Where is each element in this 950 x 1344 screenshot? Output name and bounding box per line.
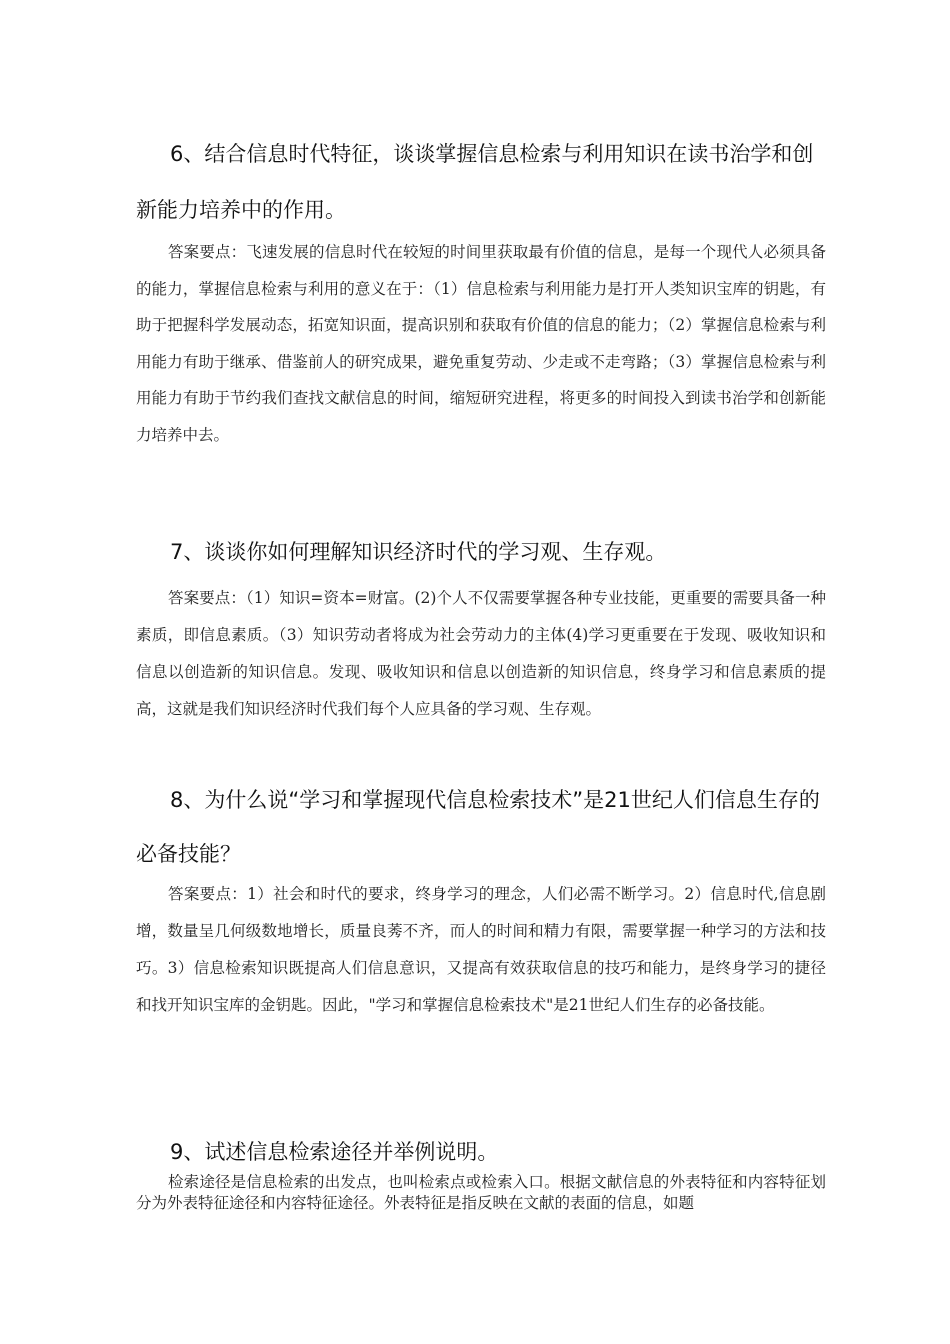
answer-paragraph: 答案要点：（1）知识=资本=财富。(2)个人不仅需要掌握各种专业技能，更重要的需要具备一种素质，即信息素质。（3）知识劳动者将成为社会劳动力的主体(4)学习更重要在于发现、吸收知识和信息以创造新的知识信息。发现、吸收知识和信息以创造新的知识信息，终身学习和信息素质的提高，这就是我们知识经济时代我们每个人应具备的学习观、生存观。 [136, 589, 826, 718]
question-8-answer [136, 876, 826, 1024]
answer-paragraph: 答案要点：1）社会和时代的要求，终身学习的理念，人们必需不断学习。2）信息时代,信息剧增，数量呈几何级数地增长，质量良莠不齐，而人的时间和精力有限，需要掌握一种学习的方法和技巧。3）信息检索知识既提高人们信息意识，又提高有效获取信息的技巧和能力，是终身学习的捷径和找开知识宝库的金钥匙。因此，"学习和掌握信息检索技术"是21世纪人们生存的必备技能。 [136, 885, 826, 1014]
question-6-title: 6、结合信息时代特征，谈谈掌握信息检索与利用知识在读书治学和创新能力培养中的作用。 [136, 142, 814, 222]
question-9-answer [136, 1172, 826, 1214]
answer-paragraph: 检索途径是信息检索的出发点，也叫检索点或检索入口。根据文献信息的外表特征和内容特征划分为外表特征途径和内容特征途径。外表特征是指反映在文献的表面的信息，如题 [136, 1173, 826, 1212]
question-8-title: 8、为什么说“学习和掌握现代信息检索技术”是21世纪人们信息生存的必备技能？ [136, 788, 820, 866]
question-7-title: 7、谈谈你如何理解知识经济时代的学习观、生存观。 [170, 540, 667, 564]
answer-paragraph: 答案要点：飞速发展的信息时代在较短的时间里获取最有价值的信息，是每一个现代人必须具备的能力，掌握信息检索与利用的意义在于：（1）信息检索与利用能力是打开人类知识宝库的钥匙，有助于把握科学发展动态，拓宽知识面，提高识别和获取有价值的信息的能力；（2）掌握信息检索与利用能力有助于继承、借鉴前人的研究成果，避免重复劳动、少走或不走弯路；（3）掌握信息检索与利用能力有助于节约我们查找文献信息的时间，缩短研究进程，将更多的时间投入到读书治学和创新能力培养中去。 [136, 243, 826, 444]
question-7-answer [136, 580, 826, 728]
question-9-title: 9、试述信息检索途径并举例说明。 [170, 1140, 499, 1164]
question-6-answer [136, 234, 826, 453]
